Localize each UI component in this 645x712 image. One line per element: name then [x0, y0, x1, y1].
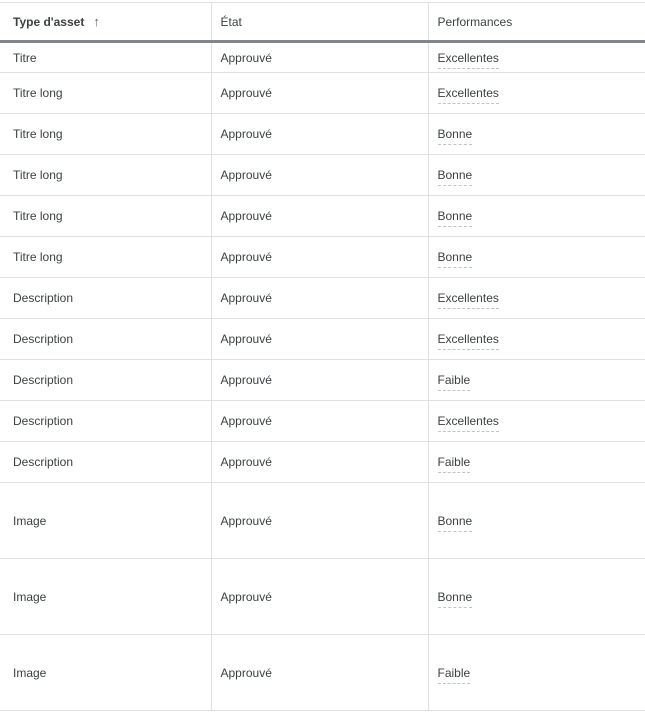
asset-status-cell: Approuvé: [211, 635, 428, 711]
asset-performance-cell: [428, 114, 645, 155]
performance-value[interactable]: Excellentes: [438, 332, 499, 350]
header-row: [0, 3, 645, 42]
performance-value[interactable]: Faible: [438, 373, 471, 391]
column-header-etat-label: État: [220, 14, 242, 29]
table-row: [0, 442, 645, 483]
table-row: [0, 401, 645, 442]
table-row: [0, 114, 645, 155]
performance-value[interactable]: Bonne: [438, 250, 473, 268]
table-row: [0, 319, 645, 360]
asset-performance-cell: [428, 559, 645, 635]
asset-type-cell: Description: [0, 442, 211, 483]
table-row: [0, 155, 645, 196]
asset-status-cell: Approuvé: [211, 42, 428, 73]
table-row: [0, 559, 645, 635]
table-row: [0, 483, 645, 559]
asset-performance-cell: [428, 278, 645, 319]
asset-performance-cell: [428, 360, 645, 401]
asset-status-cell: Approuvé: [211, 237, 428, 278]
asset-type-cell: Titre long: [0, 237, 211, 278]
asset-type-cell: Description: [0, 278, 211, 319]
asset-status-cell: Approuvé: [211, 559, 428, 635]
assets-table-body: [0, 42, 645, 711]
table-row: [0, 196, 645, 237]
column-header-performances-label: Performances: [437, 14, 513, 29]
asset-performance-cell: [428, 635, 645, 711]
asset-type-cell: Titre long: [0, 155, 211, 196]
asset-type-cell: Description: [0, 319, 211, 360]
asset-type-cell: Description: [0, 401, 211, 442]
asset-performance-cell: [428, 73, 645, 114]
asset-type-cell: Description: [0, 360, 211, 401]
asset-performance-cell: [428, 155, 645, 196]
asset-type-cell: Image: [0, 483, 211, 559]
performance-value[interactable]: Bonne: [438, 514, 473, 532]
asset-type-cell: Titre long: [0, 114, 211, 155]
asset-status-cell: Approuvé: [211, 442, 428, 483]
column-header-etat[interactable]: [211, 3, 428, 42]
asset-status-cell: Approuvé: [211, 278, 428, 319]
asset-performance-cell: [428, 483, 645, 559]
asset-status-cell: Approuvé: [211, 360, 428, 401]
performance-value[interactable]: Faible: [438, 666, 471, 684]
table-row: [0, 42, 645, 73]
asset-type-cell: Image: [0, 559, 211, 635]
asset-status-cell: Approuvé: [211, 114, 428, 155]
performance-value[interactable]: Excellentes: [438, 86, 499, 104]
asset-status-cell: Approuvé: [211, 401, 428, 442]
performance-value[interactable]: Bonne: [438, 127, 473, 145]
performance-value[interactable]: Bonne: [438, 168, 473, 186]
asset-type-cell: Titre: [0, 42, 211, 73]
table-row: [0, 278, 645, 319]
asset-performance-cell: [428, 401, 645, 442]
column-header-type-asset-label: Type d'asset: [13, 15, 85, 29]
performance-value[interactable]: Faible: [438, 455, 471, 473]
asset-performance-cell: [428, 237, 645, 278]
asset-status-cell: Approuvé: [211, 155, 428, 196]
performance-value[interactable]: Excellentes: [438, 51, 499, 69]
table-row: [0, 73, 645, 114]
table-row: [0, 360, 645, 401]
asset-status-cell: Approuvé: [211, 319, 428, 360]
column-header-performances[interactable]: [428, 3, 645, 42]
asset-type-cell: Image: [0, 635, 211, 711]
table-row: [0, 237, 645, 278]
table-header: [0, 3, 645, 42]
asset-type-cell: Titre long: [0, 73, 211, 114]
asset-status-cell: Approuvé: [211, 483, 428, 559]
asset-performance-cell: [428, 319, 645, 360]
asset-performance-cell: [428, 42, 645, 73]
performance-value[interactable]: Excellentes: [438, 291, 499, 309]
table-row: [0, 635, 645, 711]
performance-value[interactable]: Bonne: [438, 209, 473, 227]
column-header-type-asset[interactable]: [0, 3, 211, 42]
asset-type-cell: Titre long: [0, 196, 211, 237]
asset-status-cell: Approuvé: [211, 73, 428, 114]
asset-performance-cell: [428, 196, 645, 237]
performance-value[interactable]: Excellentes: [438, 414, 499, 432]
performance-value[interactable]: Bonne: [438, 590, 473, 608]
sort-ascending-icon: ↑: [93, 14, 100, 29]
asset-performance-cell: [428, 442, 645, 483]
asset-status-cell: Approuvé: [211, 196, 428, 237]
assets-table: [0, 2, 645, 711]
